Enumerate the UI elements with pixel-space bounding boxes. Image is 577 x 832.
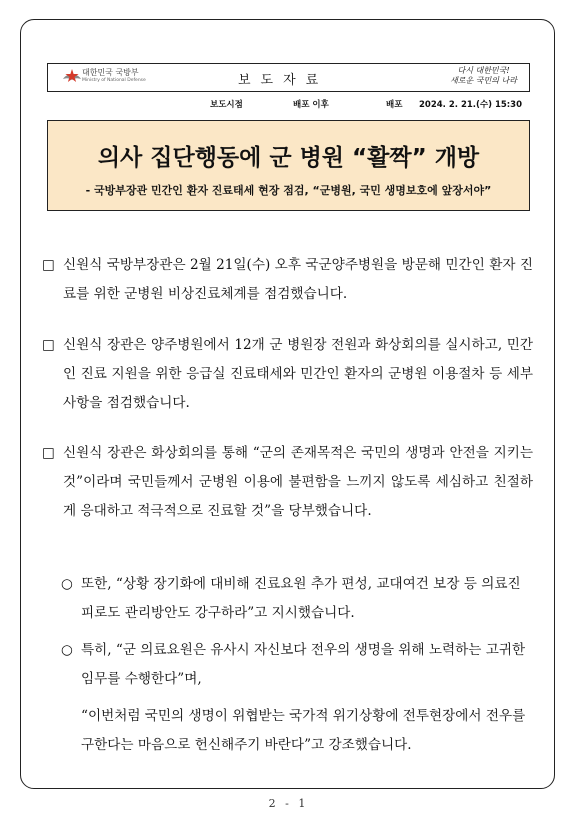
paragraph-3 (42, 439, 533, 526)
square-bullet: □ (42, 337, 55, 353)
ministry-name: 대한민국 국방부 (82, 68, 139, 77)
ministry-english-name: Ministry of National Defense (82, 78, 146, 83)
page-number: 2 - 1 (268, 797, 309, 810)
circle-bullet: ○ (61, 642, 73, 658)
embargo-value: 배포 이후 (293, 100, 329, 110)
release-date-value: 2024. 2. 21.(수) 15:30 (419, 100, 523, 110)
bullet-text: 또한, “상황 장기화에 대비해 진료요원 추가 편성, 교대여건 보장 등 의료진 피로도 관리방안도 강구하라”고 지시했습니다. (81, 576, 521, 621)
bullet-2 (61, 636, 533, 694)
square-bullet: □ (42, 445, 55, 461)
paragraph-text: 신원식 국방부장관은 2월 21일(수) 오후 국군양주병원을 방문해 민간인 환자 진료를 위한 군병원 비상진료체계를 점검했습니다. (63, 257, 533, 302)
document-type: 보도자료 (238, 73, 329, 88)
sub-headline: - 국방부장관 민간인 환자 진료태세 현장 점검, “군병원, 국민 생명보호에 앞장서야” (85, 184, 492, 197)
square-bullet: □ (42, 257, 55, 273)
bullet-1 (61, 570, 533, 628)
bullet-text: 특히, “군 의료요원은 유사시 자신보다 전우의 생명을 위해 노력하는 고귀한 임무를 수행한다”며, (81, 642, 526, 687)
letterhead (47, 63, 530, 92)
slogan-line-2: 새로운 국민의 나라 (450, 76, 517, 85)
title-box (47, 120, 530, 211)
paragraph-text: 신원식 장관은 양주병원에서 12개 군 병원장 전원과 화상회의를 실시하고, 민간인 진료 지원을 위한 응급실 진료태세와 민간인 환자의 군병원 이용절차 등 세부사항을 점검했습니다. (63, 337, 533, 411)
paragraph-text: 신원식 장관은 화상회의를 통해 “군의 존재목적은 국민의 생명과 안전을 지키는 것”이라며 국민들께서 군병원 이용에 불편함을 느끼지 않도록 세심하고 친절하게 응대하고 적극적으로 진료할 것”을 당부했습니다. (63, 445, 533, 519)
ministry-emblem-icon (62, 67, 82, 91)
slogan-line-1: 다시 대한민국! (457, 66, 510, 75)
paragraph-2 (42, 331, 533, 418)
slogan (450, 66, 517, 86)
release-date-label: 배포 (386, 100, 403, 110)
headline: 의사 집단행동에 군 병원 “활짝” 개방 (97, 145, 480, 171)
paragraph-1 (42, 251, 533, 309)
circle-bullet: ○ (61, 576, 73, 592)
quote-paragraph: “이번처럼 국민의 생명이 위협받는 국가적 위기상황에 전투현장에서 전우를 구한다는 마음으로 헌신해주기 바란다”고 강조했습니다. (81, 708, 526, 753)
embargo-label: 보도시점 (210, 100, 243, 110)
